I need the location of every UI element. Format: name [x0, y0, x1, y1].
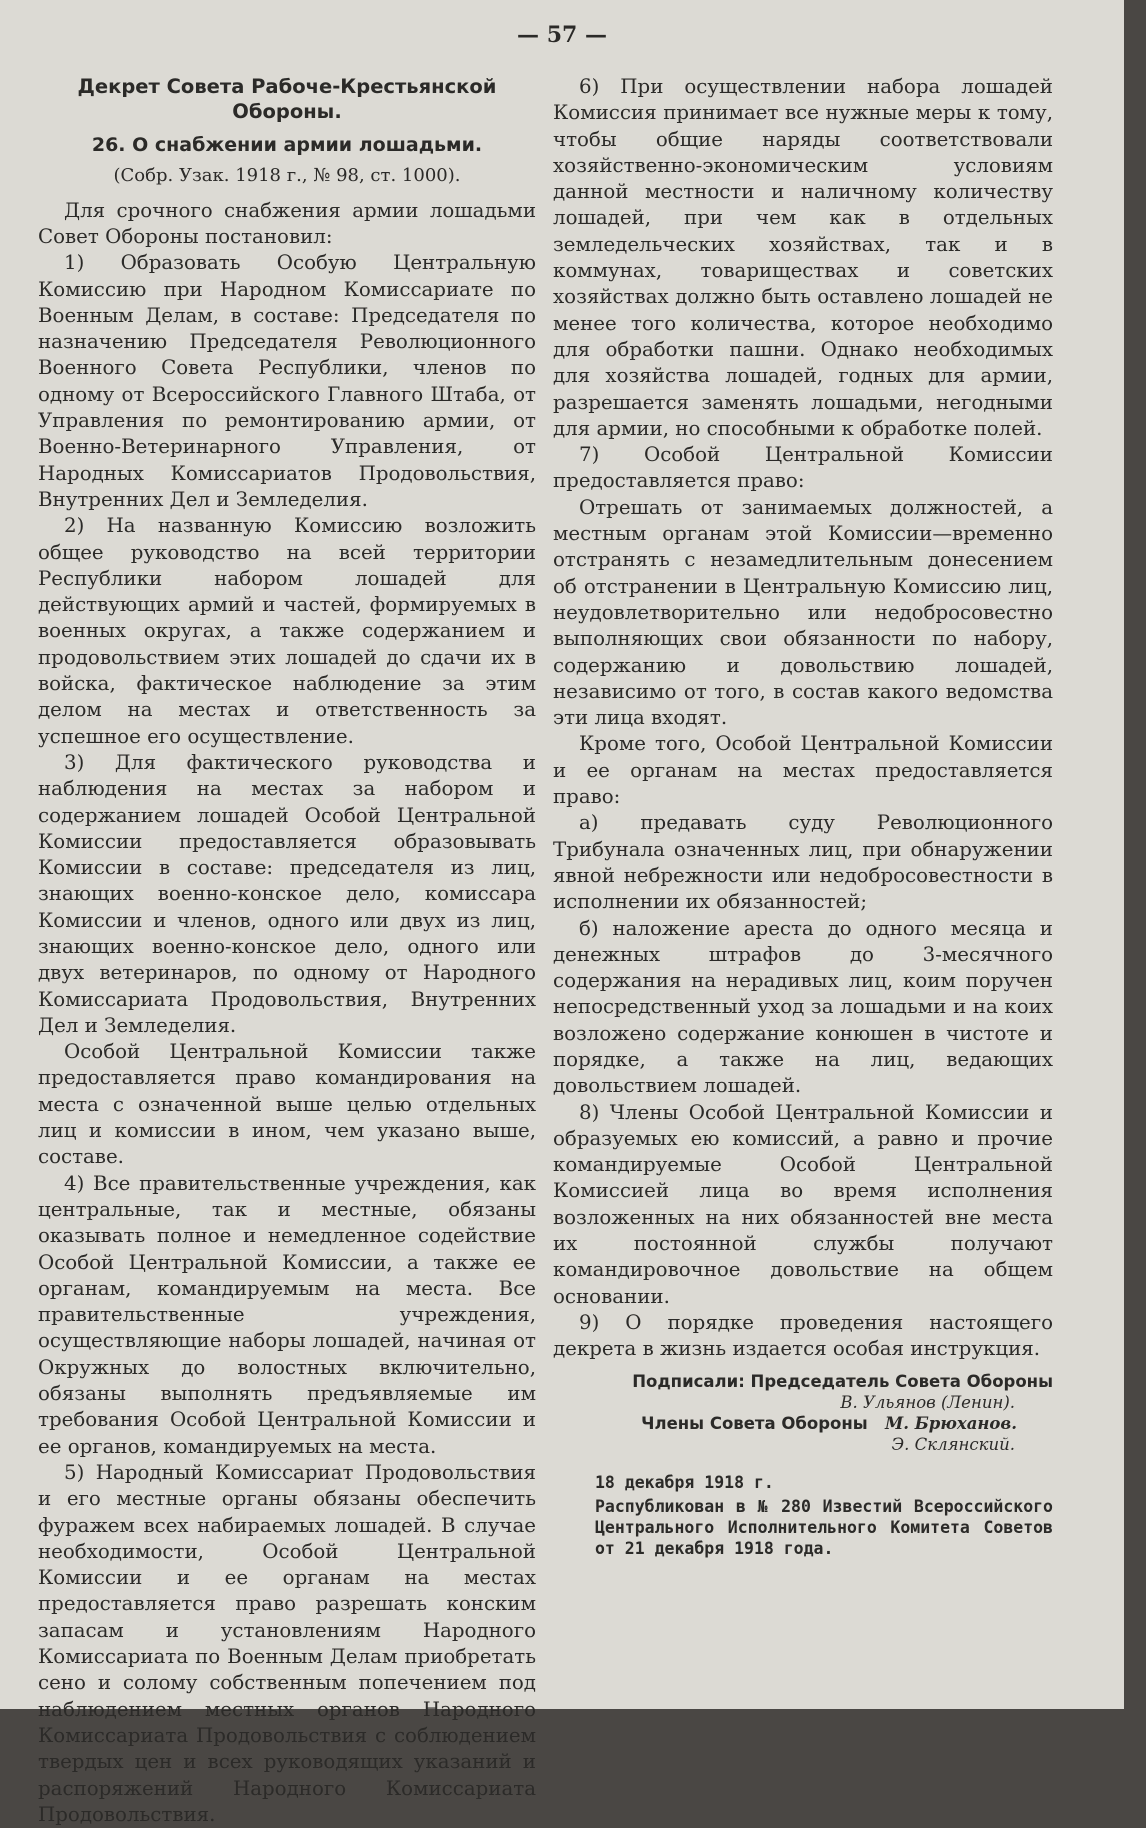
- publication-note: Распубликован в № 280 Известий Всероссийского Центрального Исполнительного Комитета Советов от 21 декабря 1918 года.: [595, 1496, 1053, 1558]
- signature-member-1: М. Брюханов.: [884, 1413, 1017, 1433]
- decree-date: 18 декабря 1918 г.: [595, 1472, 774, 1492]
- decree-heading: 26. О снабжении армии лошадьми.: [91, 133, 483, 156]
- clause-8: 8) Члены Особой Центральной Комиссии и образуемых ею комиссий, а равно и прочие командируемые Особой Центральной Комиссией лица во время исполнения возложенных на них обязанностей вне места их постоянной службы получают командировочное довольствие на общем основании.: [553, 1100, 1053, 1308]
- clause-3-addendum: Особой Центральной Комиссии также предоставляется право командирования на места с означенной выше целью отдельных лиц и комиссии в ином, чем указано выше, составе.: [38, 1040, 536, 1169]
- clause-7-additional: Кроме того, Особой Центральной Комиссии и ее органам на местах предоставляется право:: [553, 732, 1053, 809]
- signature-chairman-label: Подписали: Председатель Совета Обороны: [632, 1371, 1053, 1391]
- right-column: [553, 74, 1053, 1559]
- clause-4: 4) Все правительственные учреждения, как центральные, так и местные, обязаны оказывать полное и немедленное содействие Особой Центральной Комиссии, а также ее органам, командируемым на места. Все правительственные учреждения, осуществляющие наборы лошадей, начиная от Окружных до волостных включительно, обязаны выполнять предъявляемые им требования Особой Центральной Комиссии и ее органов, командируемых на места.: [38, 1171, 536, 1458]
- clause-9: 9) О порядке проведения настоящего декрета в жизнь издается особая инструкция.: [553, 1310, 1053, 1361]
- left-column: [38, 74, 536, 1828]
- signature-members-line: [553, 1413, 1053, 1434]
- clause-7: 7) Особой Центральной Комиссии предоставляется право:: [553, 443, 1053, 493]
- clause-2: 2) На названную Комиссию возложить общее руководство на всей территории Республики набором лошадей для действующих армий и частей, формируемых в военных округах, а также содержанием и продовольствием этих лошадей до сдачи их в войска, фактическое наблюдение за этим делом на местах и ответственность за успешное его осуществление.: [38, 514, 536, 748]
- clause-5: 5) Народный Комиссариат Продовольствия и его местные органы обязаны обеспечить фуражем всех набираемых лошадей. В случае необходимости, Особой Центральной Комиссии и ее органам на местах предоставляется право разрешать конским запасам и установлениям Народного Комиссариата по Военным Делам приобретать сено и солому собственным попечением под наблюдением местных органов Народного Комиссариата Продовольствия с соблюдением твердых цен и всех руководящих указаний и распоряжений Народного Комиссариата Продовольствия.: [38, 1460, 536, 1826]
- signature-member-2: Э. Склянский.: [891, 1434, 1015, 1454]
- decree-title: Декрет Совета Рабоче-Крестьянской Обороны.: [77, 75, 497, 124]
- clause-7-a: а) предавать суду Революционного Трибунала означенных лиц, при обнаружении явной небрежности или недобросовестности в исполнении их обязанностей;: [553, 811, 1053, 914]
- clause-7-removal: Отрешать от занимаемых должностей, а местным органам этой Комиссии—временно отстранять с незамедлительным донесением об отстранении в Центральную Комиссию лиц, неудовлетворительно или недобросовестно выполняющих свои обязанности по набору, содержанию и довольствию лошадей, независимо от того, в состав какого ведомства эти лица входят.: [553, 495, 1053, 730]
- signature-members-label: Члены Совета Обороны: [641, 1413, 868, 1433]
- page-number: — 57 —: [517, 22, 607, 48]
- signature-chairman-name: В. Ульянов (Ленин).: [840, 1392, 1015, 1412]
- clause-7-b: б) наложение ареста до одного месяца и денежных штрафов до 3-месячного содержания на нерадивых лиц, коим поручен непосредственный уход за лошадьми и на коих возложено содержание конюшен в чистоте и порядке, а также на лиц, ведающих довольствием лошадей.: [553, 916, 1053, 1098]
- clause-3: 3) Для фактического руководства и наблюдения на местах за набором и содержанием лошадей Особой Центральной Комиссии предоставляется образовывать Комиссии в составе: председателя из лиц, знающих военно-конское дело, комиссара Комиссии и членов, одного или двух из лиц, знающих военно-конское дело, одного или двух ветеринаров, по одному от Народного Комиссариата Продовольствия, Внутренних Дел и Земледелия.: [38, 750, 536, 1037]
- clause-1: 1) Образовать Особую Центральную Комиссию при Народном Комиссариате по Военным Делам, в составе: Председателя по назначению Председателя Революционного Военного Совета Республики, членов по одному от Всероссийского Главного Штаба, от Управления по ремонтированию армии, от Военно-Ветеринарного Управления, от Народных Комиссариатов Продовольствия, Внутренних Дел и Земледелия.: [38, 251, 536, 511]
- clause-6: 6) При осуществлении набора лошадей Комиссия принимает все нужные меры к тому, чтобы общие наряды соответствовали хозяйственно-экономическим условиям данной местности и наличному количеству лошадей, при чем как в отдельных земледельческих хозяйствах, так и в коммунах, товариществах и советских хозяйствах должно быть оставлено лошадей не менее того количества, которое необходимо для обработки пашни. Однако необходимых для хозяйства лошадей, годных для армии, разрешается заменять лошадьми, негодными для армии, но способными к обработке полей.: [553, 75, 1053, 440]
- intro-paragraph: Для срочного снабжения армии лошадьми Совет Обороны постановил:: [38, 198, 536, 248]
- source-reference: (Собр. Узак. 1918 г., № 98, ст. 1000).: [113, 164, 461, 186]
